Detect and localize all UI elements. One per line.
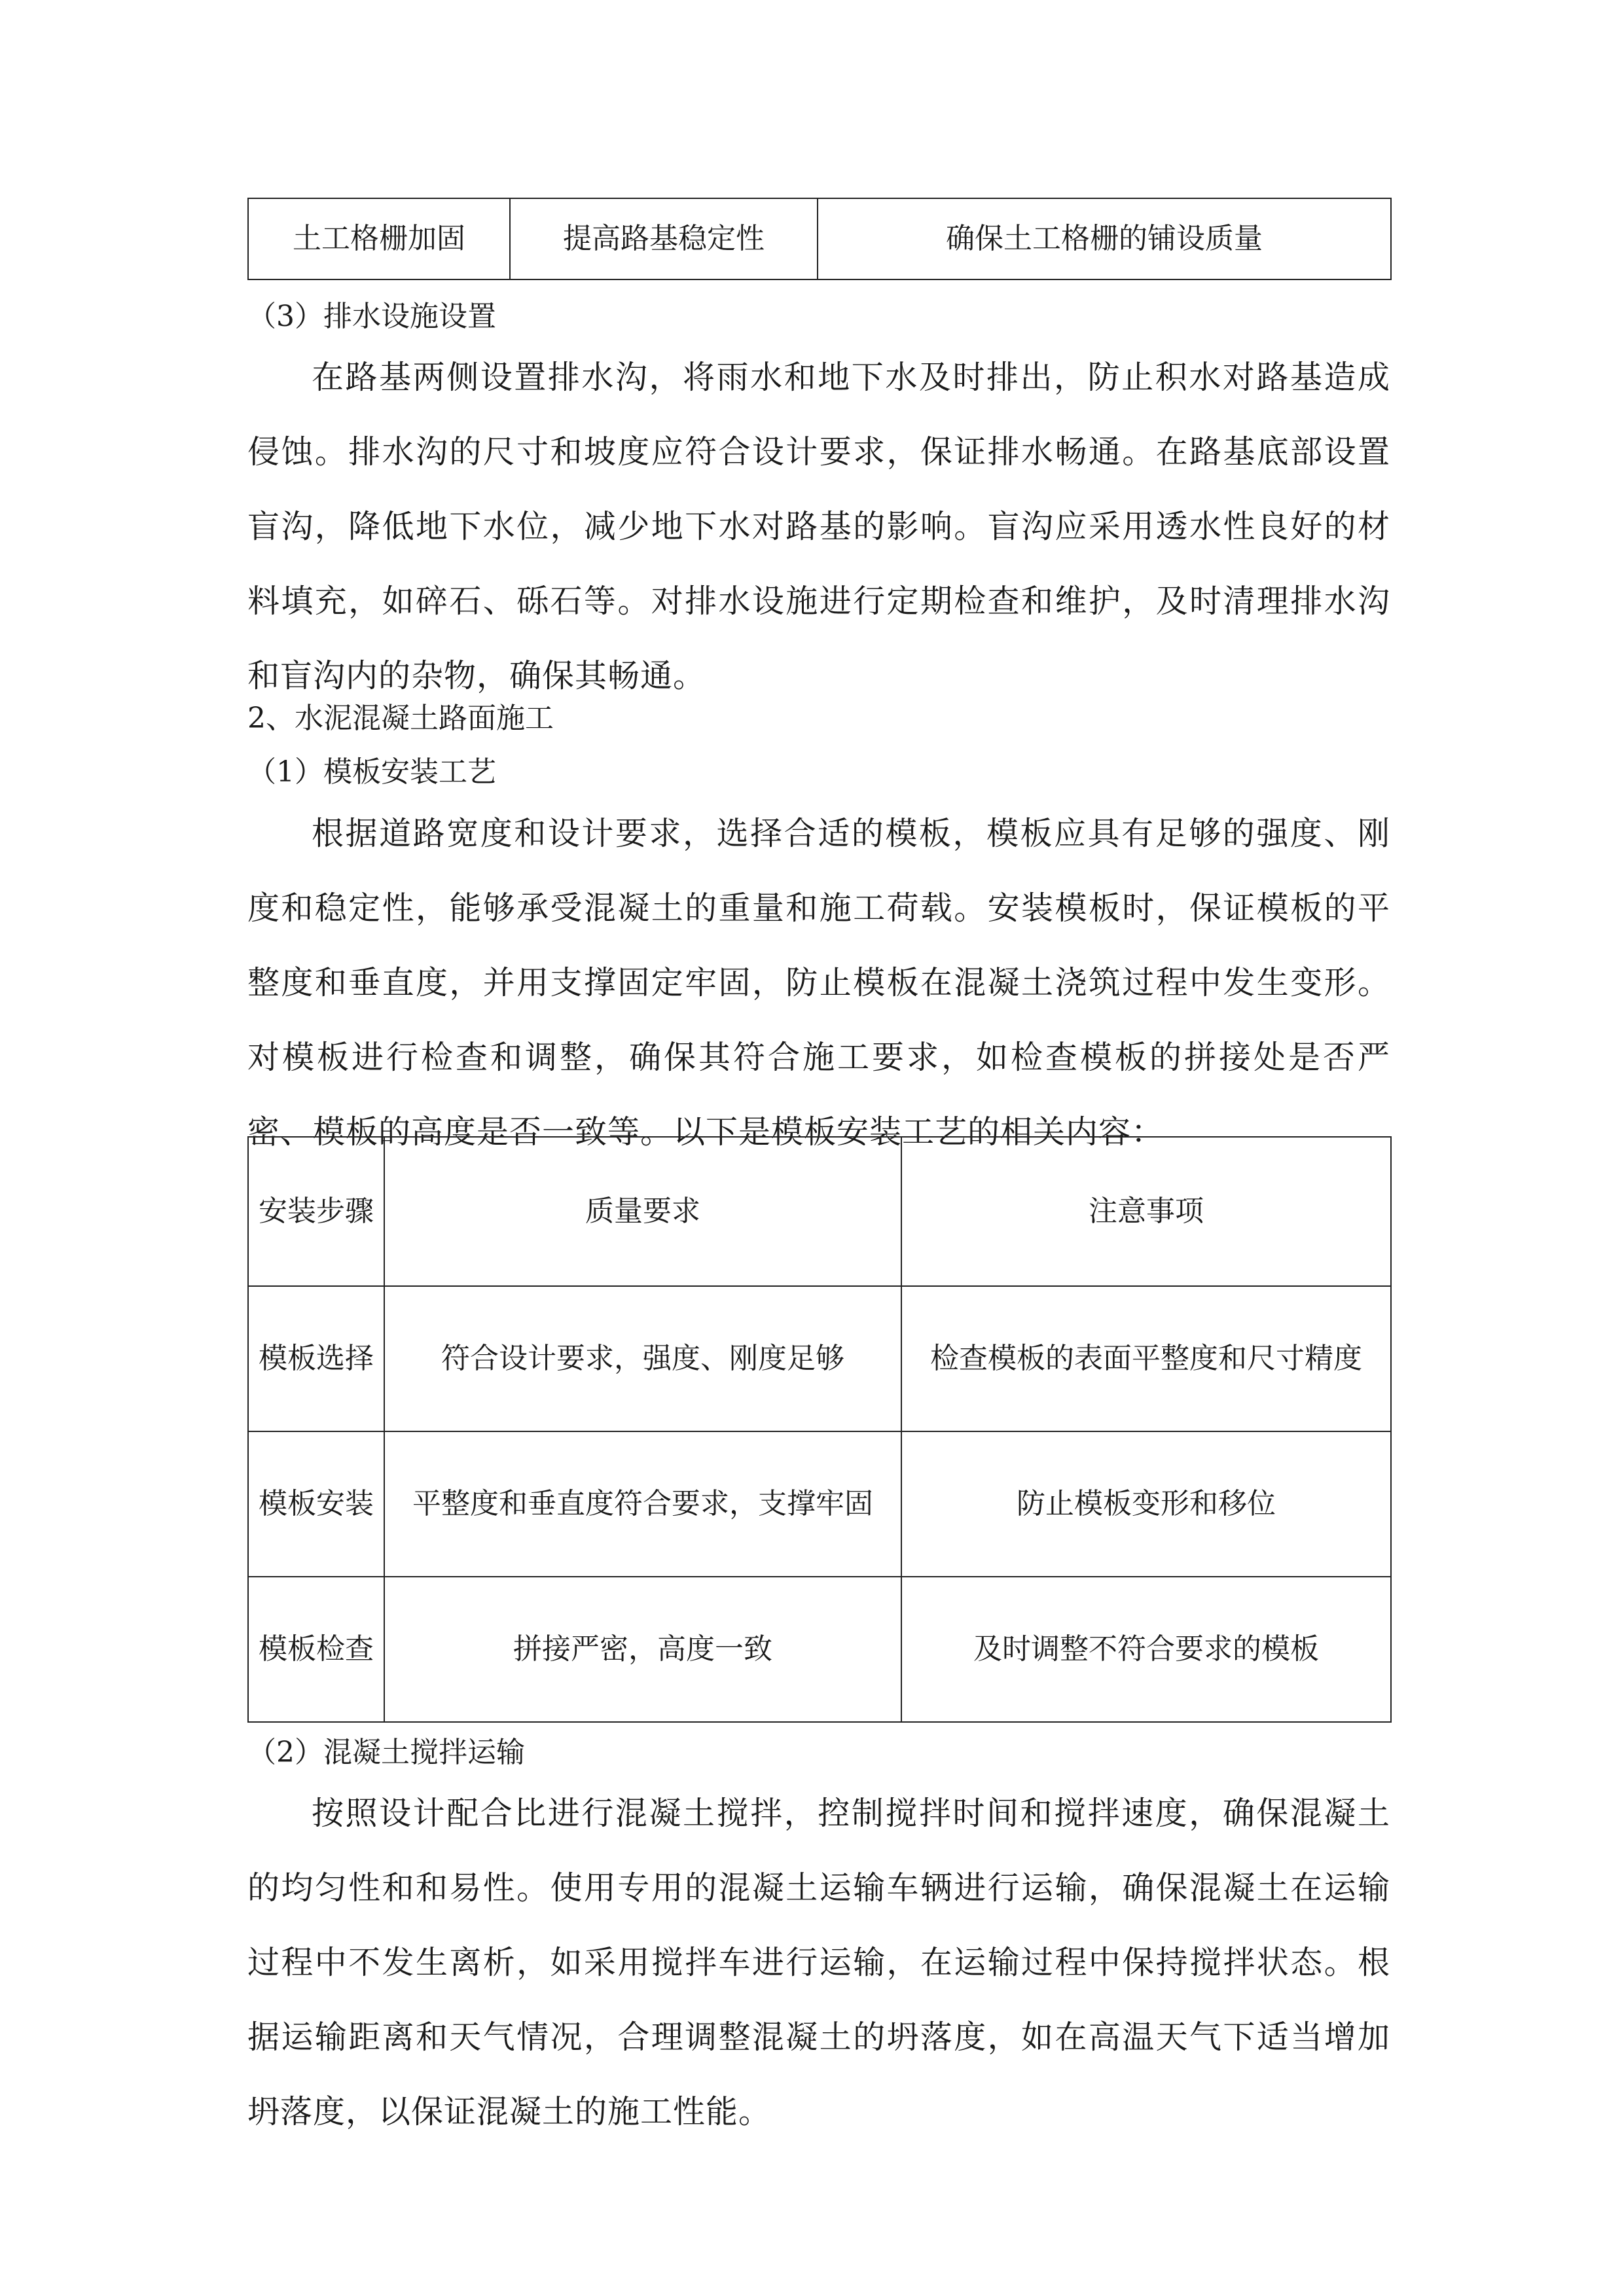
subsection-1-paragraph: 根据道路宽度和设计要求，选择合适的模板，模板应具有足够的强度、刚度和稳定性，能够承受混凝土的重量和施工荷载。安装模板时，保证模板的平整度和垂直度，并用支撑固定牢固，防止模板在混凝土浇筑过程中发生变形。对模板进行检查和调整，确保其符合施工要求，如检查模板的拼接处是否严密、模板的高度是否一致等。以下是模板安装工艺的相关内容：: [247, 815, 1390, 1151]
table-cell: 防止模板变形和移位: [901, 1431, 1391, 1577]
subsection-1-heading: （1）模板安装工艺: [247, 755, 496, 789]
table-row: [248, 198, 1391, 279]
table-header-cell: 注意事项: [901, 1137, 1391, 1286]
section-3-heading: （3）排水设施设置: [247, 300, 496, 333]
section-3-paragraph: 在路基两侧设置排水沟，将雨水和地下水及时排出，防止积水对路基造成侵蚀。排水沟的尺寸和坡度应符合设计要求，保证排水畅通。在路基底部设置盲沟，降低地下水位，减少地下水对路基的影响。盲沟应采用透水性良好的材料填充，如碎石、砾石等。对排水设施进行定期检查和维护，及时清理排水沟和盲沟内的杂物，确保其畅通。: [247, 359, 1390, 694]
table-header-cell: 安装步骤: [248, 1137, 384, 1286]
table-cell: 提高路基稳定性: [510, 198, 818, 279]
geogrid-table: [247, 198, 1392, 280]
table-row: [248, 1431, 1391, 1577]
table-cell: 平整度和垂直度符合要求，支撑牢固: [384, 1431, 901, 1577]
table-header-row: [248, 1137, 1391, 1286]
table-cell: 模板选择: [248, 1286, 384, 1431]
table-header-cell: 质量要求: [384, 1137, 901, 1286]
table-row: [248, 1286, 1391, 1431]
table-cell: 确保土工格栅的铺设质量: [818, 198, 1391, 279]
table-cell: 土工格栅加固: [248, 198, 510, 279]
table-cell: 检查模板的表面平整度和尺寸精度: [901, 1286, 1391, 1431]
table-row: [248, 1577, 1391, 1722]
table-cell: 模板检查: [248, 1577, 384, 1722]
table-cell: 模板安装: [248, 1431, 384, 1577]
table-cell: 拼接严密，高度一致: [384, 1577, 901, 1722]
section-2-title: 2、水泥混凝土路面施工: [247, 702, 554, 735]
subsection-2-paragraph: 按照设计配合比进行混凝土搅拌，控制搅拌时间和搅拌速度，确保混凝土的均匀性和和易性。使用专用的混凝土运输车辆进行运输，确保混凝土在运输过程中不发生离析，如采用搅拌车进行运输，在运输过程中保持搅拌状态。根据运输距离和天气情况，合理调整混凝土的坍落度，如在高温天气下适当增加坍落度，以保证混凝土的施工性能。: [247, 1795, 1390, 2130]
table-cell: 及时调整不符合要求的模板: [901, 1577, 1391, 1722]
formwork-table: [247, 1136, 1392, 1723]
subsection-2-heading: （2）混凝土搅拌运输: [247, 1736, 525, 1769]
table-cell: 符合设计要求，强度、刚度足够: [384, 1286, 901, 1431]
